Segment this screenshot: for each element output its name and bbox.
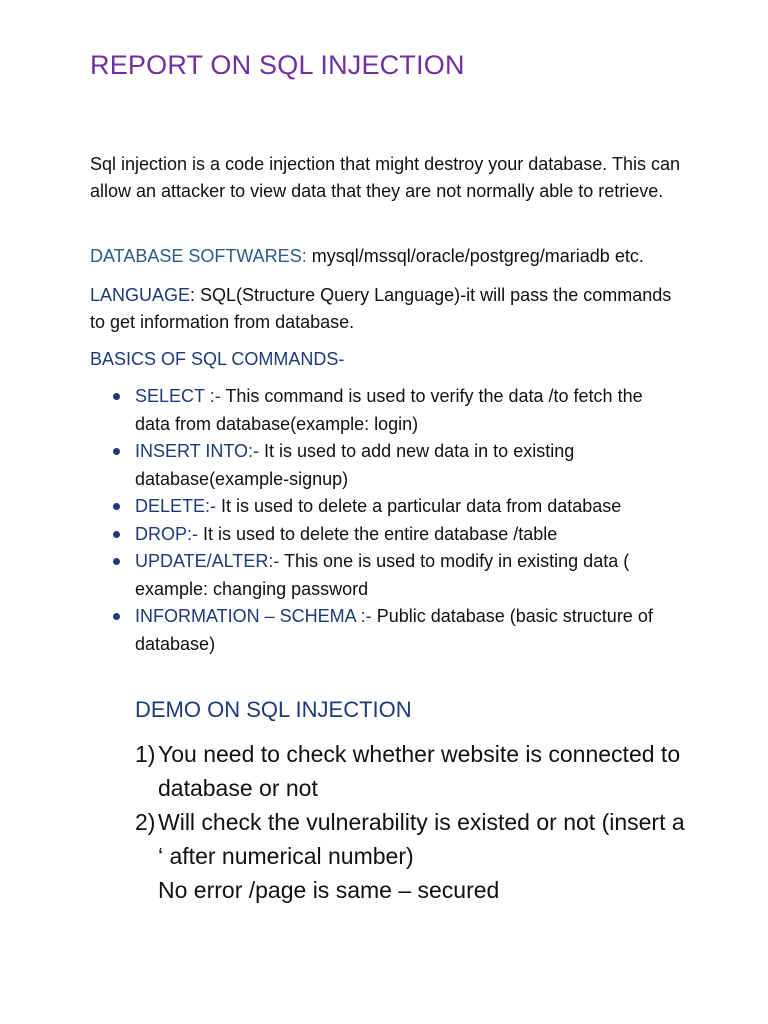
database-softwares-label: DATABASE SOFTWARES: [90, 246, 307, 266]
command-name: SELECT :- [135, 386, 221, 406]
database-softwares-paragraph [90, 243, 680, 270]
list-item [90, 438, 680, 493]
bullet-icon [113, 531, 120, 538]
language-paragraph [90, 282, 680, 336]
command-name: DELETE:- [135, 496, 217, 516]
step-text: Will check the vulnerability is existed or not (insert a ‘ after numerical number) [158, 809, 685, 869]
list-item [90, 493, 680, 521]
page-title: REPORT ON SQL INJECTION [90, 50, 465, 80]
bullet-icon [113, 393, 120, 400]
step-result-text: No error /page is same – secured [158, 877, 500, 903]
step-number: 2) [135, 809, 156, 835]
sql-commands-list [90, 383, 680, 658]
command-description: It is used to delete a particular data from database [216, 496, 622, 516]
command-name: DROP:- [135, 523, 198, 544]
command-name: INFORMATION – SCHEMA :- [135, 606, 372, 626]
list-item [90, 548, 680, 603]
command-description: It is used to add new data in to existing database(example-signup) [135, 441, 575, 489]
demo-heading: DEMO ON SQL INJECTION [135, 697, 412, 722]
bullet-icon [113, 448, 120, 455]
command-name: INSERT INTO:- [135, 441, 260, 461]
command-description: This command is used to verify the data /to fetch the data from database(example: login) [135, 386, 643, 434]
bullet-icon [113, 558, 120, 565]
bullet-icon [113, 613, 120, 620]
command-description: This one is used to modify in existing data ( example: changing password [135, 551, 630, 599]
bullet-icon [113, 503, 120, 510]
command-name: UPDATE/ALTER:- [135, 551, 280, 571]
list-item [135, 737, 695, 805]
command-description: Public database (basic structure of database) [135, 606, 653, 654]
step-number: 1) [135, 741, 156, 767]
basics-heading: BASICS OF SQL COMMANDS- [90, 349, 345, 369]
database-softwares-text: mysql/mssql/oracle/postgreg/mariadb etc. [306, 246, 644, 266]
language-text: : SQL(Structure Query Language)-it will pass the commands to get information from database. [90, 285, 672, 332]
list-item [90, 383, 680, 438]
list-item [90, 603, 680, 658]
list-item [135, 805, 695, 907]
demo-steps-list [135, 737, 695, 907]
intro-paragraph: Sql injection is a code injection that might destroy your database. This can allow an attacker to view data that they are not normally able to retrieve. [90, 154, 681, 201]
language-label: LANGUAGE [90, 285, 191, 305]
list-item [90, 521, 680, 549]
step-text: You need to check whether website is connected to database or not [158, 741, 681, 801]
command-description: It is used to delete the entire database /table [198, 523, 558, 544]
